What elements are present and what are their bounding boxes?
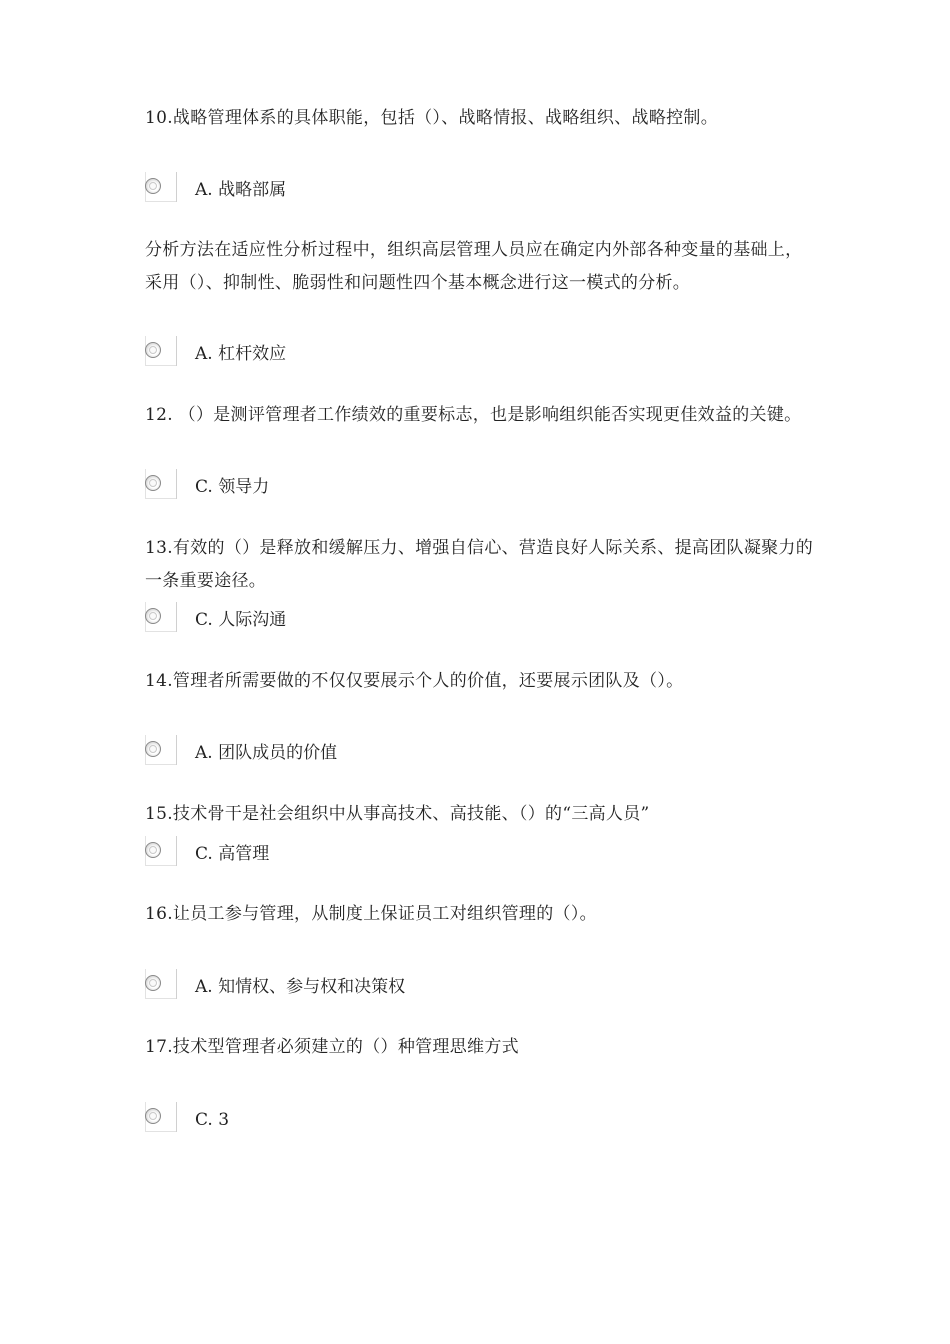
option-cell-divider — [176, 172, 177, 202]
question-13: 13.有效的（）是释放和缓解压力、增强自信心、营造良好人际关系、提高团队凝聚力的一条重要途径。 — [145, 538, 814, 591]
radio-button-icon[interactable] — [145, 842, 161, 858]
answer-option-13[interactable] — [145, 606, 745, 636]
answer-option-10[interactable] — [145, 176, 745, 206]
answer-option-11[interactable] — [145, 340, 745, 370]
radio-button-icon[interactable] — [145, 741, 161, 757]
option-cell-divider — [176, 836, 177, 866]
answer-option-15[interactable] — [145, 840, 745, 870]
option-label: C. 领导力 — [195, 477, 270, 497]
option-cell-divider — [176, 1102, 177, 1132]
answer-option-17[interactable] — [145, 1106, 745, 1136]
option-cell-divider — [176, 735, 177, 765]
option-label: A. 团队成员的价值 — [195, 743, 338, 763]
radio-button-icon[interactable] — [145, 608, 161, 624]
option-cell-divider — [176, 336, 177, 366]
radio-button-icon[interactable] — [145, 1108, 161, 1124]
question-14: 14.管理者所需要做的不仅仅要展示个人的价值，还要展示团队及（）。 — [145, 671, 684, 691]
radio-button-icon[interactable] — [145, 975, 161, 991]
option-label: A. 知情权、参与权和决策权 — [195, 977, 406, 997]
question-12: 12. （）是测评管理者工作绩效的重要标志，也是影响组织能否实现更佳效益的关键。 — [145, 405, 802, 425]
question-16: 16.让员工参与管理，从制度上保证员工对组织管理的（）。 — [145, 904, 597, 924]
question-11: 分析方法在适应性分析过程中，组织高层管理人员应在确定内外部各种变量的基础上，采用（）、抑制性、脆弱性和问题性四个基本概念进行这一模式的分析。 — [145, 240, 803, 293]
radio-button-icon[interactable] — [145, 178, 161, 194]
option-cell-divider — [176, 469, 177, 499]
radio-button-icon[interactable] — [145, 342, 161, 358]
option-cell-divider — [176, 602, 177, 632]
option-label: A. 战略部属 — [195, 180, 287, 200]
option-label: C. 3 — [195, 1110, 230, 1130]
answer-option-16[interactable] — [145, 973, 745, 1003]
question-17: 17.技术型管理者必须建立的（）种管理思维方式 — [145, 1037, 519, 1057]
option-label: A. 杠杆效应 — [195, 344, 287, 364]
option-cell-divider — [176, 969, 177, 999]
option-label: C. 人际沟通 — [195, 610, 287, 630]
question-10: 10.战略管理体系的具体职能，包括（）、战略情报、战略组织、战略控制。 — [145, 108, 719, 128]
option-label: C. 高管理 — [195, 844, 270, 864]
radio-button-icon[interactable] — [145, 475, 161, 491]
answer-option-12[interactable] — [145, 473, 745, 503]
answer-option-14[interactable] — [145, 739, 745, 769]
question-15: 15.技术骨干是社会组织中从事高技术、高技能、（）的“三高人员” — [145, 804, 650, 824]
